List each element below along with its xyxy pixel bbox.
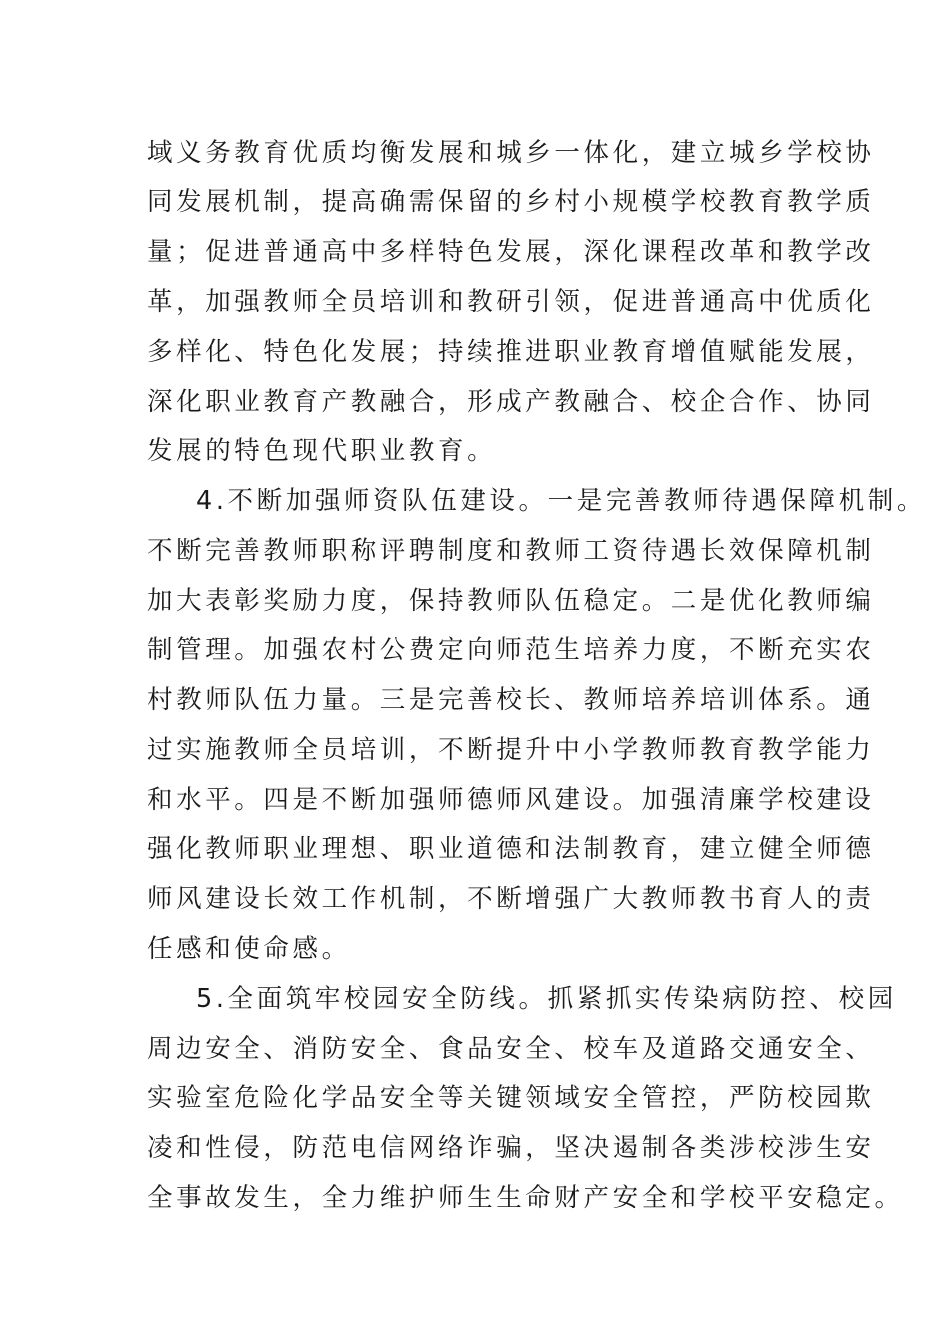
text-line: 多样化、特色化发展；持续推进职业教育增值赋能发展， (147, 337, 875, 367)
text-line: 和水平。四是不断加强师德师风建设。加强清廉学校建设 (147, 785, 875, 815)
text-line: 任感和使命感。 (147, 934, 351, 964)
text-line: 革，加强教师全员培训和教研引领，促进普通高中优质化 (147, 287, 875, 317)
text-line: 域义务教育优质均衡发展和城乡一体化，建立城乡学校协 (147, 138, 875, 168)
section-heading-line: 5.全面筑牢校园安全防线。抓紧抓实传染病防控、校园 (196, 984, 897, 1014)
text-line: 发展的特色现代职业教育。 (147, 436, 497, 466)
text-line: 不断完善教师职称评聘制度和教师工资待遇长效保障机制 (147, 536, 875, 566)
text-line: 村教师队伍力量。三是完善校长、教师培养培训体系。通 (147, 685, 875, 715)
text-line: 同发展机制，提高确需保留的乡村小规模学校教育教学质 (147, 187, 875, 217)
text-line: 强化教师职业理想、职业道德和法制教育，建立健全师德 (147, 834, 875, 864)
section-heading-line: 4.不断加强师资队伍建设。一是完善教师待遇保障机制。 (196, 486, 926, 516)
text-line: 凌和性侵，防范电信网络诈骗，坚决遏制各类涉校涉生安 (147, 1133, 875, 1163)
text-line: 师风建设长效工作机制，不断增强广大教师教书育人的责 (147, 884, 875, 914)
text-line: 周边安全、消防安全、食品安全、校车及道路交通安全、 (147, 1034, 875, 1064)
text-line: 制管理。加强农村公费定向师范生培养力度，不断充实农 (147, 635, 875, 665)
text-line: 加大表彰奖励力度，保持教师队伍稳定。二是优化教师编 (147, 586, 875, 616)
text-line: 过实施教师全员培训，不断提升中小学教师教育教学能力 (147, 735, 875, 765)
text-line: 实验室危险化学品安全等关键领域安全管控，严防校园欺 (147, 1083, 875, 1113)
text-line: 全事故发生，全力维护师生生命财产安全和学校平安稳定。 (147, 1183, 904, 1213)
text-line: 量；促进普通高中多样特色发展，深化课程改革和教学改 (147, 237, 875, 267)
text-line: 深化职业教育产教融合，形成产教融合、校企合作、协同 (147, 387, 875, 417)
